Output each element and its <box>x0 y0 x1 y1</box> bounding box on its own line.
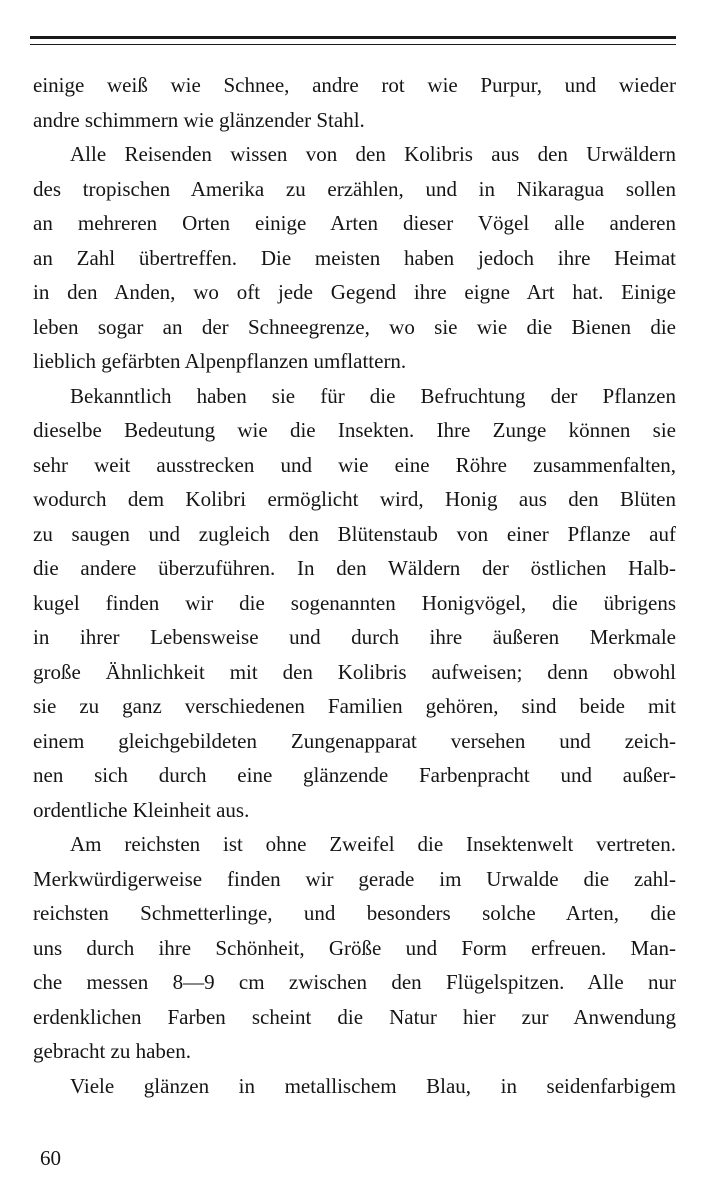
text-line: Alle Reisenden wissen von den Kolibris aus den Urwäldern <box>70 142 676 166</box>
text-line: kugel finden wir die sogenannten Honigvögel, die übrigens <box>33 590 676 615</box>
text-line: nen sich durch eine glänzende Farbenpracht und außer- <box>33 763 676 787</box>
text-line: andre schimmern wie glänzender Stahl. <box>33 107 365 132</box>
body-text <box>33 68 676 1103</box>
text-line: die andere überzuführen. In den Wäldern der östlichen Halb- <box>33 556 676 580</box>
text-line: einige weiß wie Schnee, andre rot wie Purpur, und wieder <box>33 73 676 97</box>
text-line: reichsten Schmetterlinge, und besonders solche Arten, die <box>33 901 676 925</box>
text-line: in ihrer Lebensweise und durch ihre äußeren Merkmale <box>33 625 676 649</box>
text-line: che messen 8—9 cm zwischen den Flügelspitzen. Alle nur <box>33 970 676 994</box>
text-line: ordentliche Kleinheit aus. <box>33 797 250 822</box>
text-line: an mehreren Orten einige Arten dieser Vögel alle anderen <box>33 211 676 235</box>
text-line: große Ähnlichkeit mit den Kolibris aufweisen; denn obwohl <box>33 659 676 684</box>
text-line: Merkwürdigerweise finden wir gerade im Urwalde die zahl- <box>33 866 676 891</box>
header-rule-thick <box>30 36 676 39</box>
text-line: erdenklichen Farben scheint die Natur hier zur Anwendung <box>33 1004 676 1029</box>
text-line: Bekanntlich haben sie für die Befruchtung der Pflanzen <box>70 383 676 408</box>
header-rule-thin <box>30 44 676 45</box>
text-line: leben sogar an der Schneegrenze, wo sie wie die Bienen die <box>33 314 676 339</box>
text-line: wodurch dem Kolibri ermöglicht wird, Honig aus den Blüten <box>33 487 676 511</box>
text-line: des tropischen Amerika zu erzählen, und in Nikaragua sollen <box>33 176 676 201</box>
text-line: gebracht zu haben. <box>33 1039 192 1063</box>
text-line: sehr weit ausstrecken und wie eine Röhre zusammenfalten, <box>33 452 676 477</box>
text-line: einem gleichgebildeten Zungenapparat versehen und zeich- <box>33 728 676 753</box>
text-line: Am reichsten ist ohne Zweifel die Insektenwelt vertreten. <box>70 832 676 856</box>
text-line: dieselbe Bedeutung wie die Insekten. Ihre Zunge können sie <box>33 418 676 442</box>
text-line: in den Anden, wo oft jede Gegend ihre eigne Art hat. Einige <box>33 280 676 304</box>
text-line: sie zu ganz verschiedenen Familien gehören, sind beide mit <box>33 694 676 718</box>
text-line: an Zahl übertreffen. Die meisten haben jedoch ihre Heimat <box>33 245 676 270</box>
text-line: uns durch ihre Schönheit, Größe und Form erfreuen. Man- <box>33 935 676 960</box>
text-line: Viele glänzen in metallischem Blau, in seidenfarbigem <box>70 1073 676 1098</box>
text-line: zu saugen und zugleich den Blütenstaub von einer Pflanze auf <box>33 521 676 546</box>
text-line: lieblich gefärbten Alpenpflanzen umflattern. <box>33 349 407 373</box>
page-number: 60 <box>40 1146 61 1170</box>
